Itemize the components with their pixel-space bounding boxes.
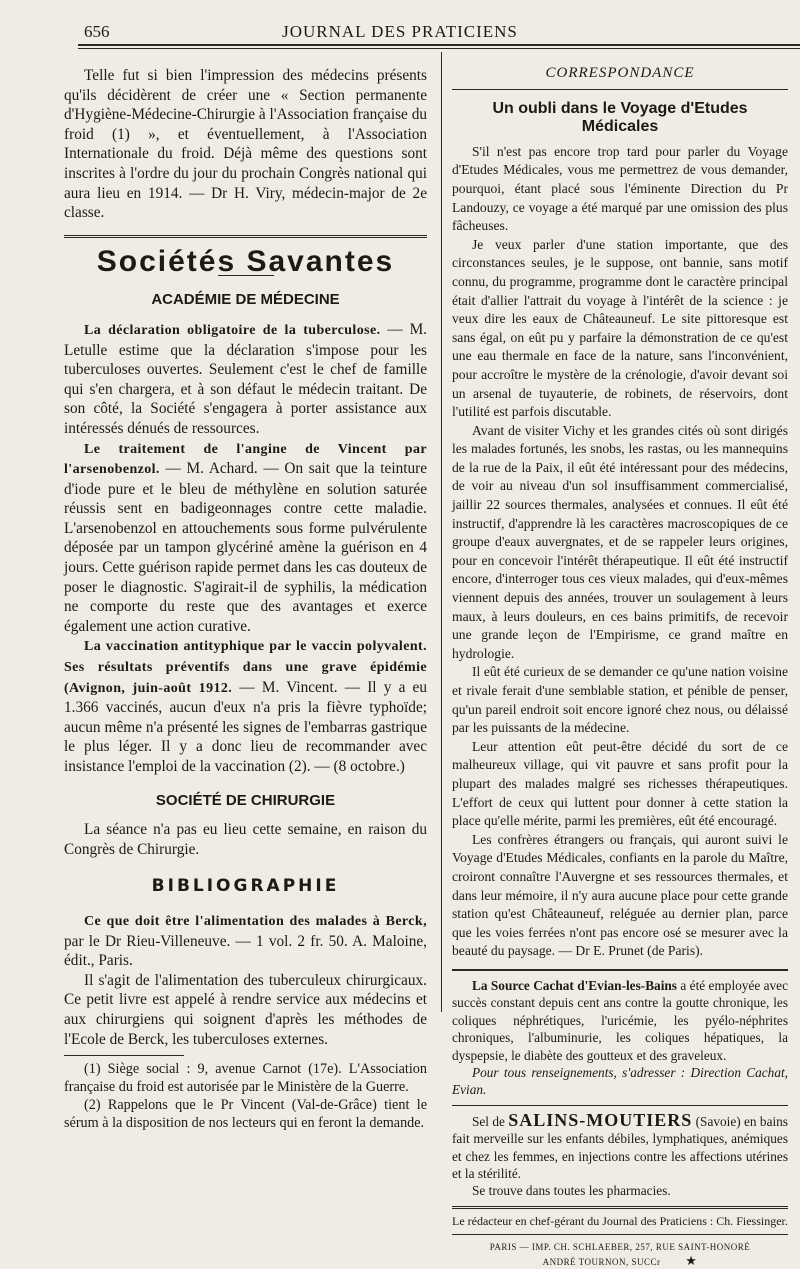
footnotes (64, 1060, 427, 1132)
biblio-ref: par le Dr Rieu-Villeneuve. — 1 vol. 2 fr. 50. A. Maloine, édit., Paris. (64, 932, 427, 970)
imprint-line: PARIS — IMP. CH. SCHLAEBER, 257, RUE SAINT-HONORÉ (489, 1242, 751, 1253)
journal-title: JOURNAL DES PRATICIENS (282, 22, 518, 41)
ad-lead: La Source Cachat d'Evian-les-Bains (472, 977, 677, 993)
article-paragraph: Les confrères étrangers ou français, qui auront suivi le Voyage d'Etudes Médicales, confiants en la parole du Maître, croiront connaître l'Auvergne et ses ressources thermales, et dans leur mémoire, il n'y aura aucune place pour cette grande station qu'est Châteauneuf, reléguée au dernier plan, parce que les voies ferrées n'ont pas encore osé se mesurer avec la beauté du paysage. — Dr E. Prunet (de Paris). (452, 831, 788, 959)
footnote-rule (64, 1055, 184, 1056)
page-header (0, 14, 800, 40)
article-paragraph: S'il n'est pas encore trop tard pour parler du Voyage d'Etudes Médicales, vous me permettrez de vous demander, pourquoi, étant placé sous l'éminente Direction du Pr Landouzy, ce voyage a été marqué par une omission des plus fâcheuses. (452, 143, 788, 234)
left-column (64, 66, 427, 1132)
footer-rule (452, 1206, 788, 1209)
advertisement-salins (452, 1109, 788, 1200)
item-text: — M. Vincent. — Il y a eu 1.366 vaccinés, aucun d'eux n'a pris la fièvre typhoïde; aucun même n'a présenté les signes de l'embarras gastrique le plus léger. Il y a donc lieu de recommander avec insistance l'emploi de la vaccination (2). — (8 octobre.) (64, 678, 427, 775)
chirurgie-title: SOCIÉTÉ DE CHIRURGIE (155, 791, 336, 809)
footer-rule-thin (452, 1234, 788, 1235)
item-lead: La déclaration obligatoire de la tuberculose. (84, 322, 381, 338)
section-title: Sociétés Savantes (96, 244, 395, 278)
academie-title: ACADÉMIE DE MÉDECINE (151, 291, 340, 309)
header-rule-thin (78, 48, 800, 49)
ad-pre: Sel de (472, 1113, 509, 1129)
footnote: (2) Rappelons que le Pr Vincent (Val-de-Grâce) tient le sérum à la disposition de nos lecteurs qui en feront la demande. (64, 1097, 427, 1132)
right-column (452, 66, 788, 1269)
ad-text: (Savoie) en bains fait merveille sur les enfants débiles, lymphatiques, anémiques et chez les femmes, en injections contre les affections utérines et la stérilité. (452, 1113, 788, 1181)
imprint (452, 1241, 788, 1269)
biblio-text: Il s'agit de l'alimentation des tuberculeux chirurgicaux. Ce petit livre est appelé à rendre service aux médecins et aux chirurgiens qui soignent d'après les méthodes de l'Ecole de Berck, les tuberculoses externes. (64, 971, 427, 1048)
article-title: Un oubli dans le Voyage d'Etudes Médicales (492, 99, 748, 136)
ad-text: a été employée avec succès constant depuis cent ans contre la goutte chronique, les coliques néphrétiques, l'uricémie, les pyélo-néphrites chroniques, l'albuminurie, les coliques hépatiques, la dyspepsie, le diabète des goutteux et des graveleux. (452, 977, 788, 1063)
correspondance-heading: CORRESPONDANCE (545, 65, 695, 81)
item-lead: Le traitement de l'angine de Vincent par l'arsenobenzol. (64, 441, 427, 478)
gerant-line: Le rédacteur en chef-gérant du Journal des Praticiens : Ch. Fiessinger. (452, 1213, 788, 1228)
ad-brand: SALINS-MOUTIERS (508, 1109, 693, 1130)
ad-rule (452, 1105, 788, 1106)
academie-item (64, 320, 427, 439)
page-number: 656 (84, 22, 110, 41)
section-rule (64, 235, 427, 238)
ad-end: Se trouve dans toutes les pharmacies. (472, 1183, 671, 1199)
intro-paragraph: Telle fut si bien l'impression des médecins présents qu'ils décidèrent de créer une « Section permanente d'Hygiène-Médecine-Chirurgie à l'Association française du froid (1) », et éventuellement, à l'Association Internationale du froid. Déjà même des questions sont inscrites à l'ordre du jour du prochain Congrès national qui aura lieu en 1914. — Dr H. Viry, médecin-major de 2e classe. (64, 67, 427, 222)
article-paragraph: Avant de visiter Vichy et les grandes cités où sont dirigés les malades fortunés, les snobs, les rastas, ou les mannequins de la rue de la Paix, il eût été intéressant pour des médecins, de voir au niveau d'un sol insuffisamment commercialisé, jaillir 22 sources thermales, analysées et connues. Il eût été instructif, d'apprendre là les caractères macroscopiques de ce groupe d'eaux auvergnates, et de se rappeler leurs origines, pour en concevoir l'intérêt thérapeutique. Il eût été instructif encore, d'interroger tous ces vieux malades, qui d'eux-mêmes viennent depuis des années, trouver un soulagement à leurs maux, à leurs douleurs, en ces bains primitifs, de recevoir une grande leçon de l'Empirisme, ce grand maître en hydrologie. (452, 422, 788, 661)
bibliographie-title: BIBLIOGRAPHIE (151, 876, 340, 897)
column-divider (441, 52, 442, 1012)
item-lead: La vaccination antityphique par le vaccin polyvalent. Ses résultats préventifs dans une grave épidémie (Avignon, juin-août 1912. (64, 639, 427, 696)
star-icon: ★ (685, 1253, 698, 1269)
article-paragraph: Il eût été curieux de se demander ce qu'une nation voisine et rivale ferait d'une semblable station, et pénible de penser, qu'un pareil endroit soit encore ignoré chez nous, ou délaissé par les puissants de la médecine. (452, 664, 788, 736)
biblio-entry (64, 911, 427, 971)
imprint-successor: ANDRÉ TOURNON, SUCCr (542, 1257, 661, 1268)
chirurgie-text: La séance n'a pas eu lieu cette semaine, en raison du Congrès de Chirurgie. (64, 821, 427, 858)
academie-item (64, 439, 427, 637)
item-text: — M. Achard. — On sait que la teinture d'iode pure et le bleu de méthylène en solution saturée réussis sent en badigeonnages contre cette maladie. L'arsenobenzol en attouchements sous forme pulvérulente déposée par un tampon glycériné amène la guérison en 4 jours. Cette guérison rapide permet dans les cas douteux de poser le diagnostic. S'agirait-il de syphilis, la médication ne comporte du reste que des avantages et exerce également une action curative. (64, 460, 427, 635)
item-text: — M. Letulle estime que la déclaration s'impose pour les tuberculoses ouvertes. Seulement c'est le chef de famille qui s'en chargera, et à son défaut le médecin traitant. De son côté, la Société s'engagera à porter assistance aux intéressés dénués de ressources. (64, 320, 427, 437)
header-rule (78, 44, 800, 46)
article-paragraph: Je veux parler d'une station importante, que des circonstances seules, je le suppose, ont bannie, sans motif connu, du programme, programme dont le caractère principal était d'allier l'attrait du voyage à l'intérêt de la science : je veux dire les eaux de Châteauneuf. Le site pittoresque est sans égal, on eût pu y parfaire la démonstration de ce qu'est une eau thermale en face de la nature, sans l'inconvénient, pour accroître le mystère de la crénologie, d'avoir devant soi un arsenal de tuyauterie, de robinets, de réservoirs, dont l'utilité est parfois discutable. (452, 236, 788, 420)
imprint-line (452, 1254, 788, 1269)
ad-contact: Pour tous renseignements, s'adresser : Direction Cachat, Evian. (452, 1064, 788, 1098)
footnote: (1) Siège social : 9, avenue Carnot (17e). L'Association française du froid est autorisée par le Ministère de la Guerre. (64, 1061, 427, 1096)
academie-item (64, 636, 427, 776)
advertisement-cachat (452, 977, 788, 1099)
biblio-lead: Ce que doit être l'alimentation des malades à Berck, (84, 913, 427, 929)
ad-rule (452, 969, 788, 971)
article-paragraph: Leur attention eût peut-être décidé du sort de ce malheureux village, qui vit pauvre et sans profit pour la plupart des malades malgré ses richesses thérapeutiques. L'effort de ceux qui luttent pour donner à cette station la place qu'elle mérite, parmi les premières, eût été encouragé. (452, 738, 788, 829)
correspondance-rule (452, 89, 788, 90)
